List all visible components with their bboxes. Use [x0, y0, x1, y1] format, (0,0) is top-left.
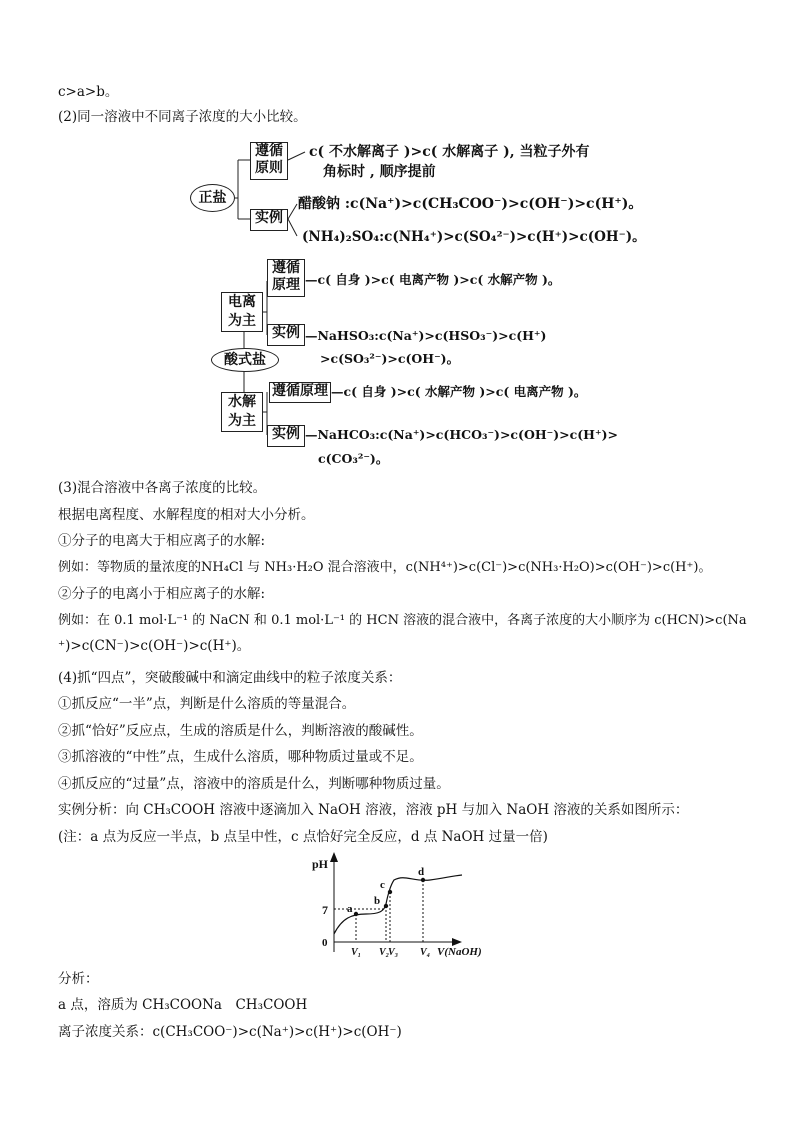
x-tick-c: V₃ [388, 947, 399, 958]
ionize-rule-box: 遵循原理 [267, 259, 305, 297]
section4-case: 实例分析：向 CH₃COOH 溶液中逐滴加入 NaOH 溶液，溶液 pH 与加入 NaOH 溶液的关系如图所示： [58, 802, 689, 818]
point-label-c: c [380, 879, 385, 891]
point-label-d: d [418, 866, 425, 878]
section3-example2a: 例如：在 0.1 mol·L⁻¹ 的 NaCN 和 0.1 mol·L⁻¹ 的 HCN 溶液的混合液中，各离子浓度的大小顺序为 c(HCN)>c(Na [58, 613, 747, 628]
section3-point1: ①分子的电离大于相应离子的水解: [58, 533, 266, 549]
ionize-example2: >c(SO₃²⁻)>c(OH⁻)。 [320, 351, 460, 366]
hydro-main-box: 水解为主 [221, 392, 263, 432]
section2-title: (2)同一溶液中不同离子浓度的大小比较。 [58, 109, 307, 125]
zhengyan-rule-box: 遵循原则 [250, 142, 288, 180]
zhengyan-example-box: 实例 [250, 209, 288, 231]
hydro-rule-box: 遵循原理 [269, 382, 331, 403]
ionize-example1: —NaHSO₃:c(Na⁺)>c(HSO₃⁻)>c(H⁺) [305, 328, 547, 343]
ionize-main-box: 电离为主 [221, 292, 263, 332]
analysis-relation: 离子浓度关系：c(CH₃COO⁻)>c(Na⁺)>c(H⁺)>c(OH⁻) [58, 1024, 402, 1040]
section3-title: (3)混合溶液中各离子浓度的比较。 [58, 480, 267, 496]
origin-label: 0 [322, 937, 328, 949]
x-tick-d: V₄ [420, 947, 431, 958]
analysis-a-point: a 点，溶质为 CH₃COONa CH₃COOH [58, 997, 308, 1013]
y-axis-arrow [330, 852, 338, 862]
section4-point4: ④抓反应的“过量”点，溶液中的溶质是什么，判断哪种物质过量。 [58, 776, 450, 792]
zhengyan-example1: 醋酸钠 :c(Na⁺)>c(CH₃COO⁻)>c(OH⁻)>c(H⁺)。 [298, 196, 643, 212]
x-axis-arrow [452, 938, 462, 946]
x-axis-label: V(NaOH) [437, 946, 482, 958]
hydro-example1: —NaHCO₃:c(Na⁺)>c(HCO₃⁻)>c(OH⁻)>c(H⁺)> [305, 427, 618, 442]
hydro-example-box: 实例 [267, 425, 305, 447]
hydro-rule-text: —c( 自身 )>c( 水解产物 )>c( 电离产物 )。 [331, 384, 587, 399]
suanshiyan-oval: 酸式盐 [211, 348, 279, 372]
zhengyan-oval: 正盐 [190, 184, 235, 212]
section4-note: (注：a 点为反应一半点，b 点呈中性，c 点恰好完全反应，d 点 NaOH 过量一倍) [58, 829, 548, 845]
zhengyan-example2: (NH₄)₂SO₄:c(NH₄⁺)>c(SO₄²⁻)>c(H⁺)>c(OH⁻)。 [302, 229, 646, 245]
point-label-a: a [347, 903, 353, 915]
y-tick-7: 7 [322, 903, 328, 917]
section3-example2b: ⁺)>c(CN⁻)>c(OH⁻)>c(H⁺)。 [58, 638, 251, 654]
intro-line: c>a>b。 [58, 84, 119, 100]
section4-title: (4)抓“四点”，突破酸碱中和滴定曲线中的粒子浓度关系： [58, 670, 402, 686]
hydro-example2: c(CO₃²⁻)。 [318, 451, 389, 466]
ionize-example-box: 实例 [267, 324, 305, 346]
point-c [388, 890, 392, 894]
point-label-b: b [374, 895, 381, 907]
section3-example1: 例如：等物质的量浓度的NH₄Cl 与 NH₃·H₂O 混合溶液中，c(NH⁴⁺)>c(Cl⁻)>c(NH₃·H₂O)>c(OH⁻)>c(H⁺)。 [58, 560, 712, 575]
analysis-title: 分析： [58, 971, 99, 987]
point-b [384, 904, 388, 908]
point-a [354, 912, 358, 916]
section3-point2: ②分子的电离小于相应离子的水解: [58, 586, 266, 602]
y-axis-label: pH [312, 857, 329, 871]
section4-point1: ①抓反应“一半”点，判断是什么溶质的等量混合。 [58, 696, 356, 712]
section4-point2: ②抓“恰好”反应点，生成的溶质是什么，判断溶液的酸碱性。 [58, 723, 423, 739]
ionize-rule-text: —c( 自身 )>c( 电离产物 )>c( 水解产物 )。 [305, 272, 561, 287]
point-d [421, 878, 425, 882]
x-tick-a: V₁ [351, 947, 362, 958]
zhengyan-rule-line1: c( 不水解离子 )>c( 水解离子 ), 当粒子外有 [309, 144, 590, 160]
section3-line1: 根据电离程度、水解程度的相对大小分析。 [58, 507, 315, 523]
section4-point3: ③抓溶液的“中性”点，生成什么溶质，哪种物质过量或不足。 [58, 749, 423, 765]
x-tick-b: V₂ [379, 947, 390, 958]
zhengyan-rule-line2: 角标时 , 顺序提前 [323, 164, 436, 180]
titration-curve [334, 875, 462, 934]
